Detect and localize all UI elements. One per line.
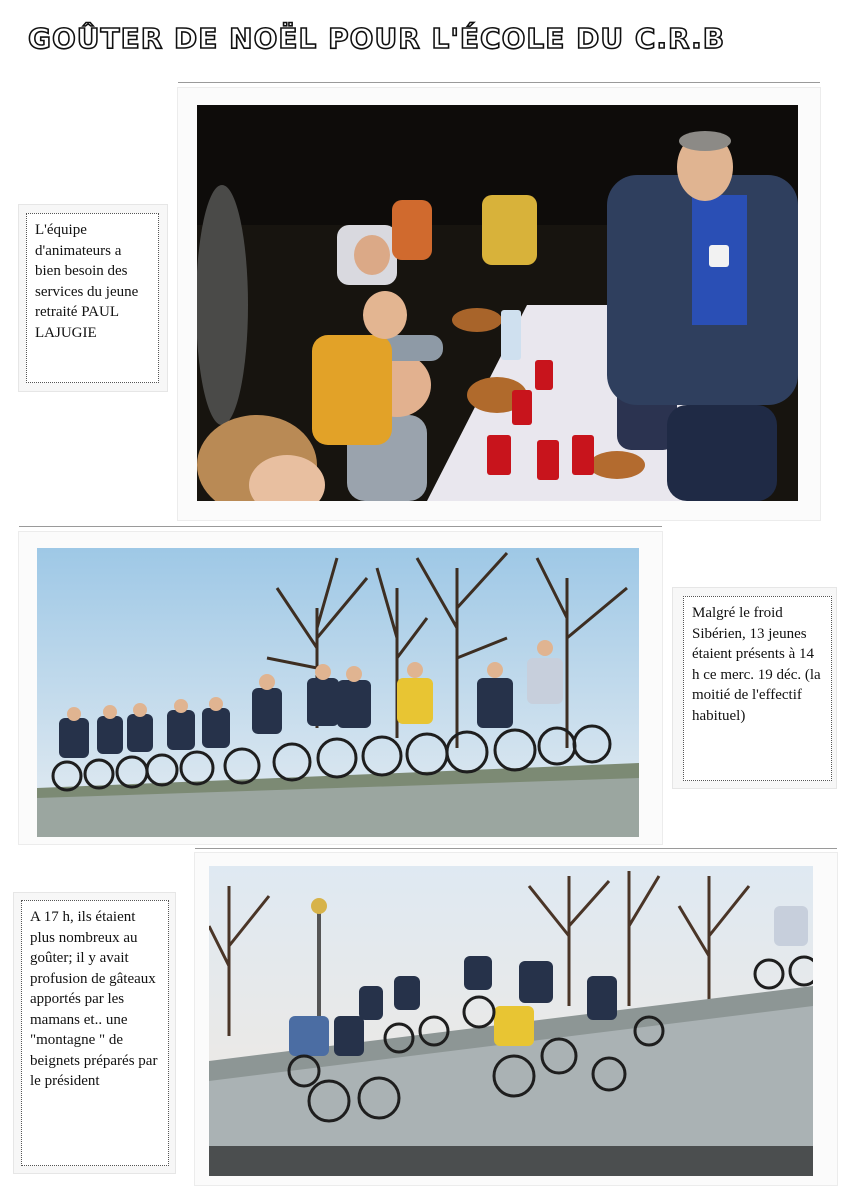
divider: [19, 526, 662, 527]
caption-text: L'équipe d'animateurs a bien besoin des services du jeune retraité PAUL LAJUGIE: [26, 213, 159, 383]
caption-text: A 17 h, ils étaient plus nombreux au goûter; il y avait profusion de gâteaux apportés par les mamans et.. une "montagne " de beignets préparés par le président: [21, 900, 169, 1166]
photo-cyclists-lined-up: [37, 548, 639, 837]
divider: [178, 82, 820, 83]
photo-cyclists-on-slope: [209, 866, 813, 1176]
caption-text: Malgré le froid Sibérien, 13 jeunes étaient présents à 14 h ce merc. 19 déc. (la moitié de l'effectif habituel): [683, 596, 832, 781]
photo-christmas-snack-table: [197, 105, 798, 501]
divider: [195, 848, 837, 849]
page-title: GOÛTER DE NOËL POUR L'ÉCOLE DU C.R.B: [28, 22, 726, 55]
